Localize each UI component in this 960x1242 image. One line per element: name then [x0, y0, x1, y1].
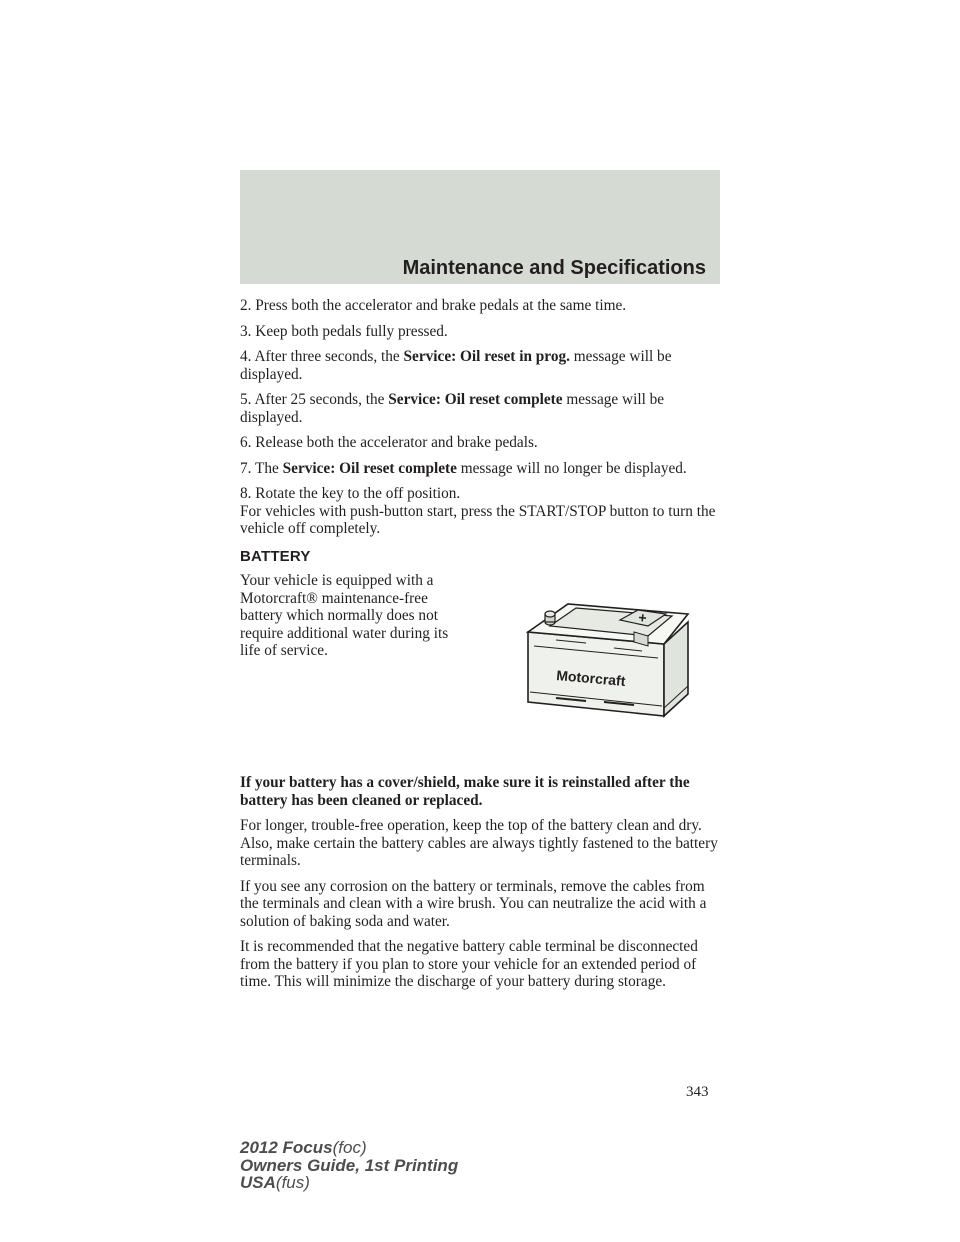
- step-7: 7. The Service: Oil reset complete message will no longer be displayed.: [240, 459, 687, 477]
- step-6: 6. Release both the accelerator and brake pedals.: [240, 434, 538, 451]
- step-3: 3. Keep both pedals fully pressed.: [240, 322, 448, 340]
- battery-illustration: [516, 574, 696, 754]
- motorcraft-logo: Motorcraft: [555, 667, 627, 690]
- cover-shield-note: If your battery has a cover/shield, make sure it is reinstalled after the battery has been cleaned or replaced.: [240, 774, 690, 809]
- message-oil-reset-complete: Service: Oil reset complete: [282, 459, 457, 477]
- message-oil-reset-in-prog: Service: Oil reset in prog.: [403, 348, 570, 365]
- battery-intro: Your vehicle is equipped with a Motorcraft® maintenance-free battery which normally does not require additional water during its life of service.: [240, 572, 449, 659]
- plus-sign: +: [637, 609, 648, 626]
- step-2: 2. Press both the accelerator and brake pedals at the same time.: [240, 297, 627, 314]
- step-5: 5. After 25 seconds, the Service: Oil reset complete message will be displayed.: [240, 391, 665, 426]
- footer-line-1: 2012 Focus(foc): [240, 1138, 367, 1157]
- footer-line-3: USA(fus): [240, 1173, 310, 1192]
- section-header-band: [240, 170, 720, 284]
- section-title: Maintenance and Specifications: [402, 257, 706, 279]
- step-8: 8. Rotate the key to the off position.: [240, 485, 461, 502]
- step-8-note: For vehicles with push-button start, press the START/STOP button to turn the vehicle off completely.: [240, 502, 716, 537]
- page-content: [240, 297, 720, 999]
- message-oil-reset-complete: Service: Oil reset complete: [388, 391, 563, 408]
- battery-storage-para: It is recommended that the negative battery cable terminal be disconnected from the battery if you plan to store your vehicle for an extended period of time. This will minimize the discharge of your battery during storage.: [240, 938, 698, 990]
- page-number: 343: [686, 1084, 709, 1100]
- battery-intro-row: [240, 572, 720, 760]
- battery-clean-para: For longer, trouble-free operation, keep the top of the battery clean and dry. Also, make certain the battery cables are always tightly fastened to the battery terminals.: [240, 817, 718, 869]
- footer-line-2: Owners Guide, 1st Printing: [240, 1155, 459, 1175]
- footer-imprint: [240, 1139, 458, 1192]
- step-4: 4. After three seconds, the Service: Oil reset in prog. message will be displayed.: [240, 348, 672, 383]
- battery-corrosion-para: If you see any corrosion on the battery or terminals, remove the cables from the terminals and clean with a wire brush. You can neutralize the acid with a solution of baking soda and water.: [240, 877, 707, 930]
- battery-heading: BATTERY: [240, 547, 311, 565]
